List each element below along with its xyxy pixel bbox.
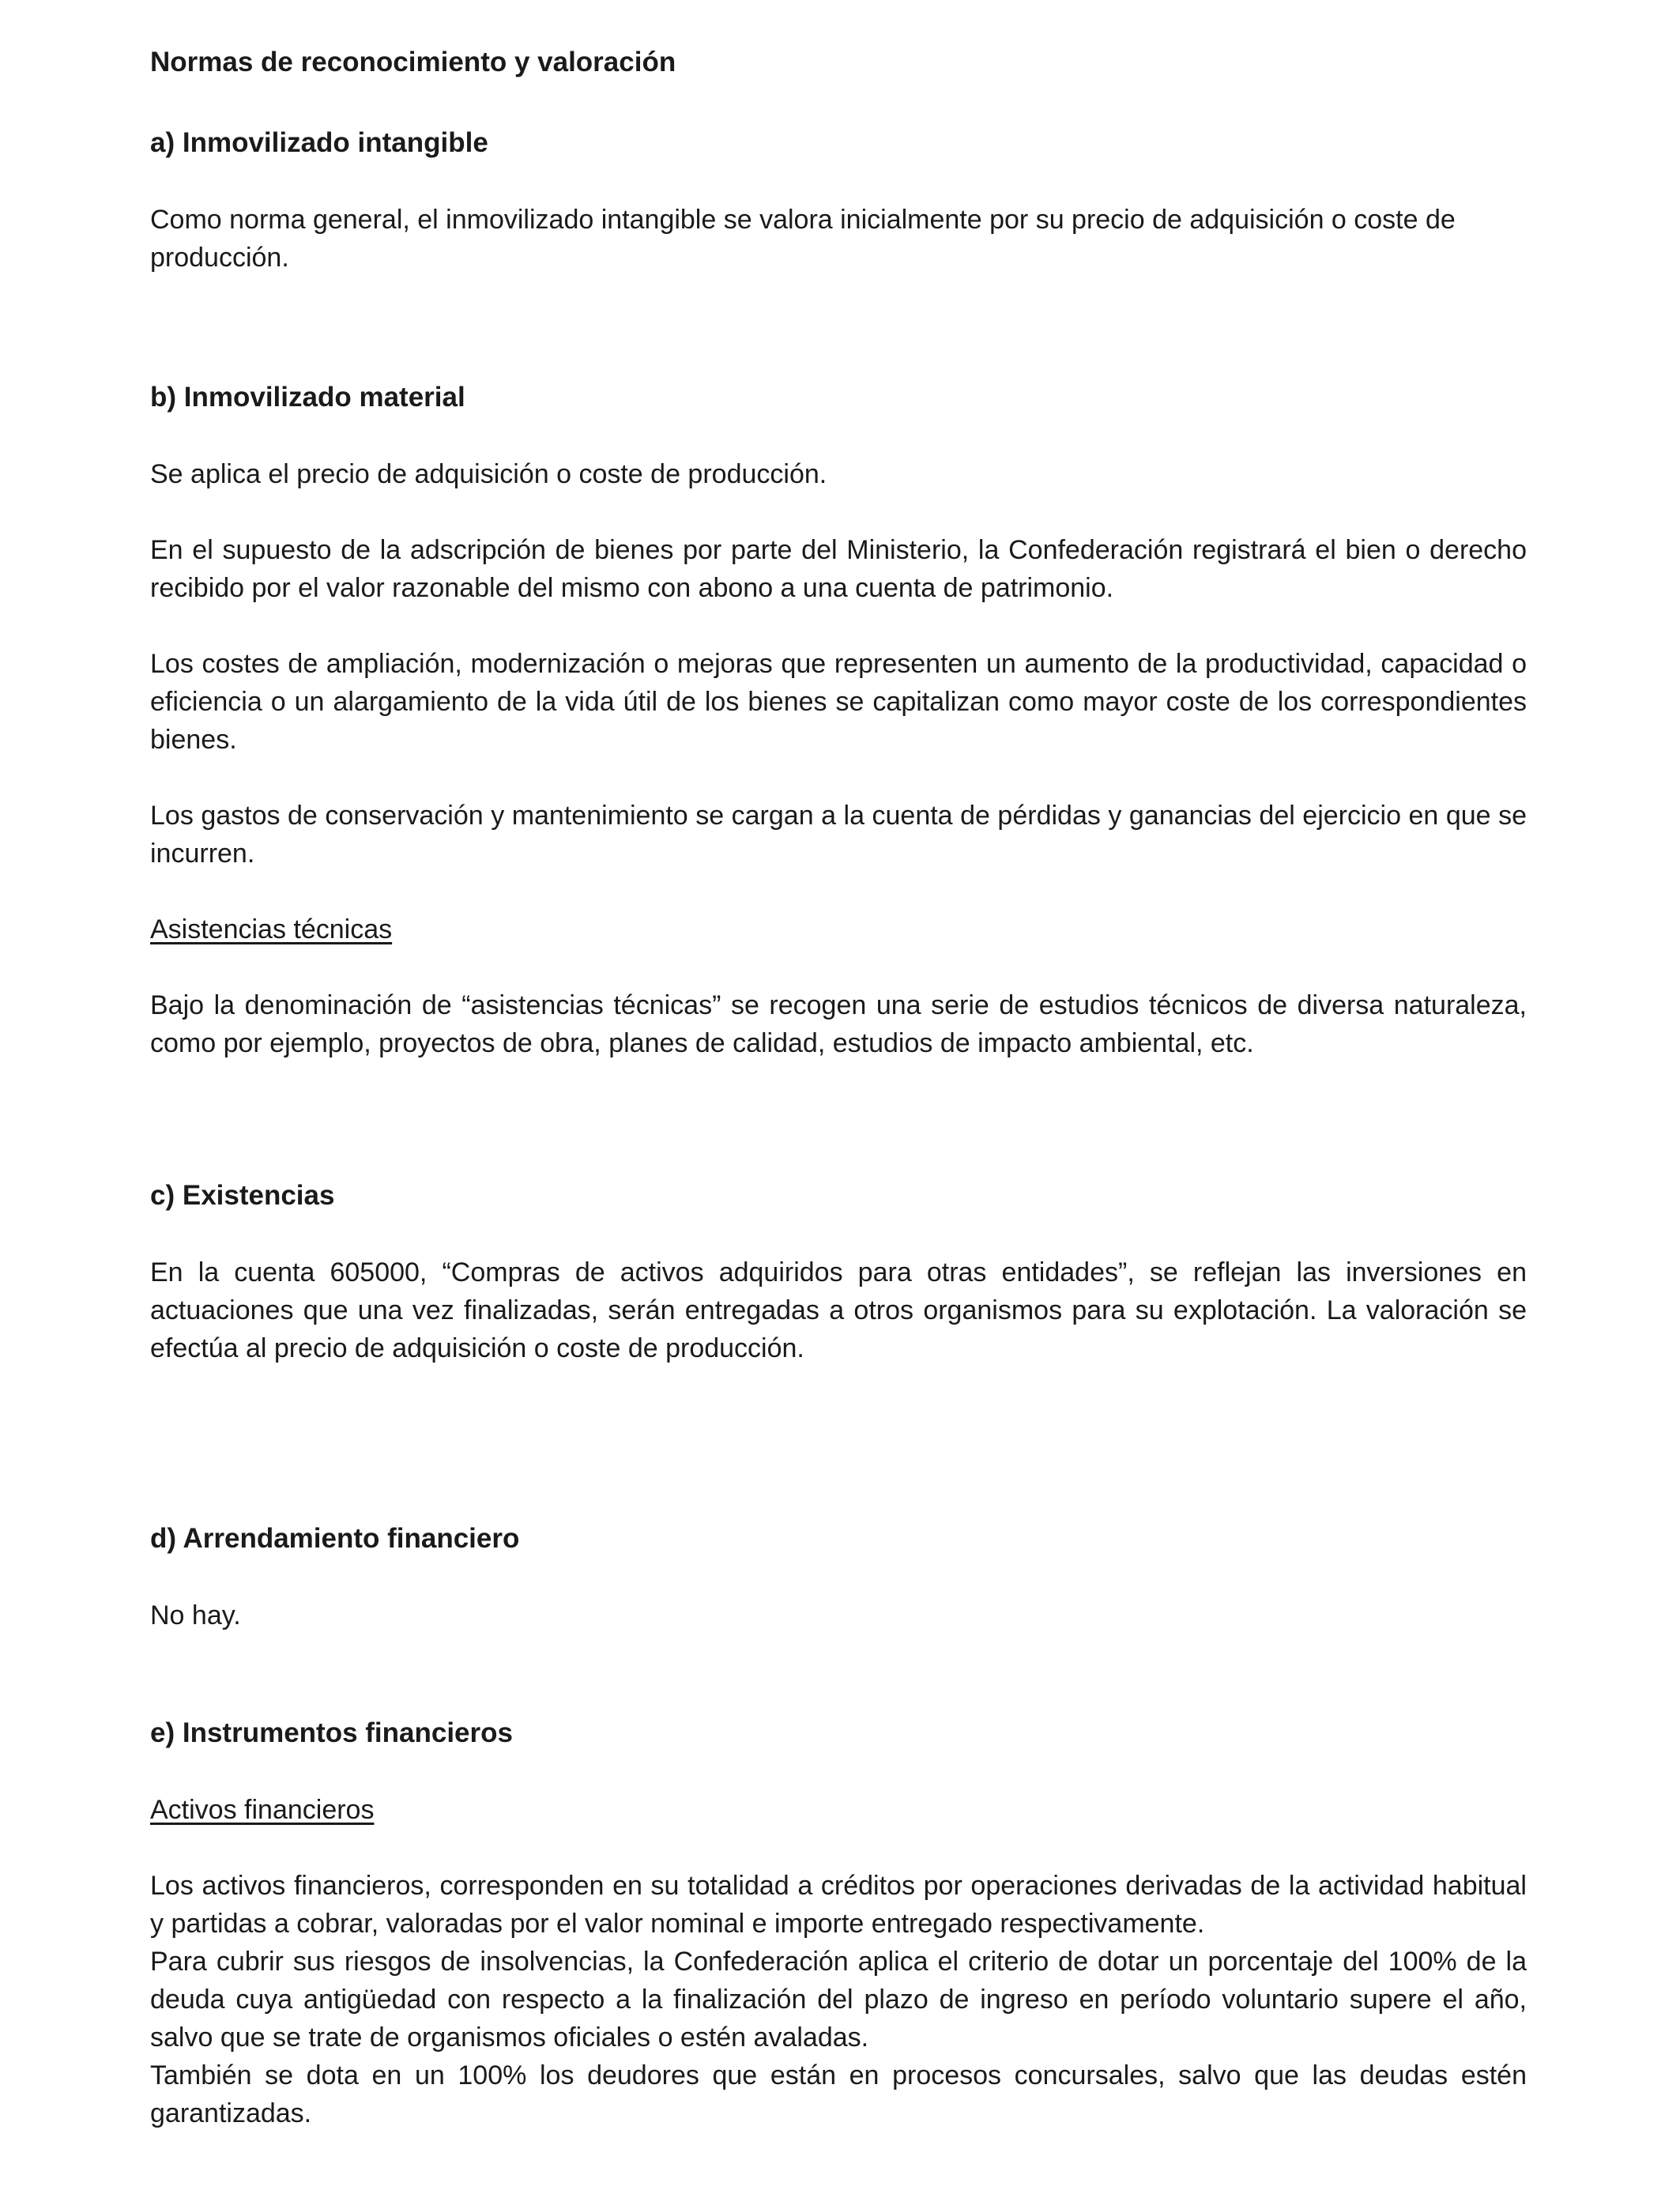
section-b-subheading: Asistencias técnicas — [150, 914, 393, 944]
section-e-paragraph-2: Para cubrir sus riesgos de insolvencias, la Confederación aplica el criterio de dotar un porcentaje del 100% de la deuda cuya antigüedad con respecto a la finalización del plazo de ingreso en período voluntario supere el año, salvo que se trate de organismos oficiales o estén avaladas. — [150, 1947, 1527, 2053]
section-e-paragraph-3: También se dota en un 100% los deudores que están en procesos concursales, salvo que las deudas estén garantizadas. — [150, 2060, 1527, 2128]
section-a-paragraph-1: Como norma general, el inmovilizado intangible se valora inicialmente por su precio de adquisición o coste de producción. — [150, 205, 1456, 273]
section-d-heading: d) Arrendamiento financiero — [150, 1523, 520, 1554]
section-b-paragraph-4: Los gastos de conservación y mantenimiento se cargan a la cuenta de pérdidas y ganancias del ejercicio en que se incurren. — [150, 801, 1527, 869]
section-b-paragraph-1: Se aplica el precio de adquisición o coste de producción. — [150, 459, 827, 489]
section-b-paragraph-2: En el supuesto de la adscripción de bienes por parte del Ministerio, la Confederación registrará el bien o derecho recibido por el valor razonable del mismo con abono a una cuenta de patrimonio. — [150, 535, 1527, 603]
section-e-subheading: Activos financieros — [150, 1795, 375, 1825]
section-b-paragraph-5: Bajo la denominación de “asistencias técnicas” se recogen una serie de estudios técnicos de diversa naturaleza, como por ejemplo, proyectos de obra, planes de calidad, estudios de impacto ambiental, etc. — [150, 990, 1527, 1058]
page-title: Normas de reconocimiento y valoración — [150, 47, 676, 77]
section-b-heading: b) Inmovilizado material — [150, 382, 465, 413]
section-b-paragraph-3: Los costes de ampliación, modernización o mejoras que representen un aumento de la productividad, capacidad o eficiencia o un alargamiento de la vida útil de los bienes se capitalizan como mayor coste de los correspondientes bienes. — [150, 649, 1527, 755]
section-c-heading: c) Existencias — [150, 1180, 335, 1211]
section-e-paragraph-1: Los activos financieros, corresponden en su totalidad a créditos por operaciones derivadas de la actividad habitual y partidas a cobrar, valoradas por el valor nominal e importe entregado respectivamente. — [150, 1871, 1527, 1939]
section-a-heading: a) Inmovilizado intangible — [150, 127, 488, 158]
document-page — [150, 43, 1527, 2132]
section-d-paragraph-1: No hay. — [150, 1600, 241, 1630]
section-c-paragraph-1: En la cuenta 605000, “Compras de activos adquiridos para otras entidades”, se reflejan las inversiones en actuaciones que una vez finalizadas, serán entregadas a otros organismos para su explotación. La valoración se efectúa al precio de adquisición o coste de producción. — [150, 1257, 1527, 1363]
section-e-heading: e) Instrumentos financieros — [150, 1717, 513, 1748]
